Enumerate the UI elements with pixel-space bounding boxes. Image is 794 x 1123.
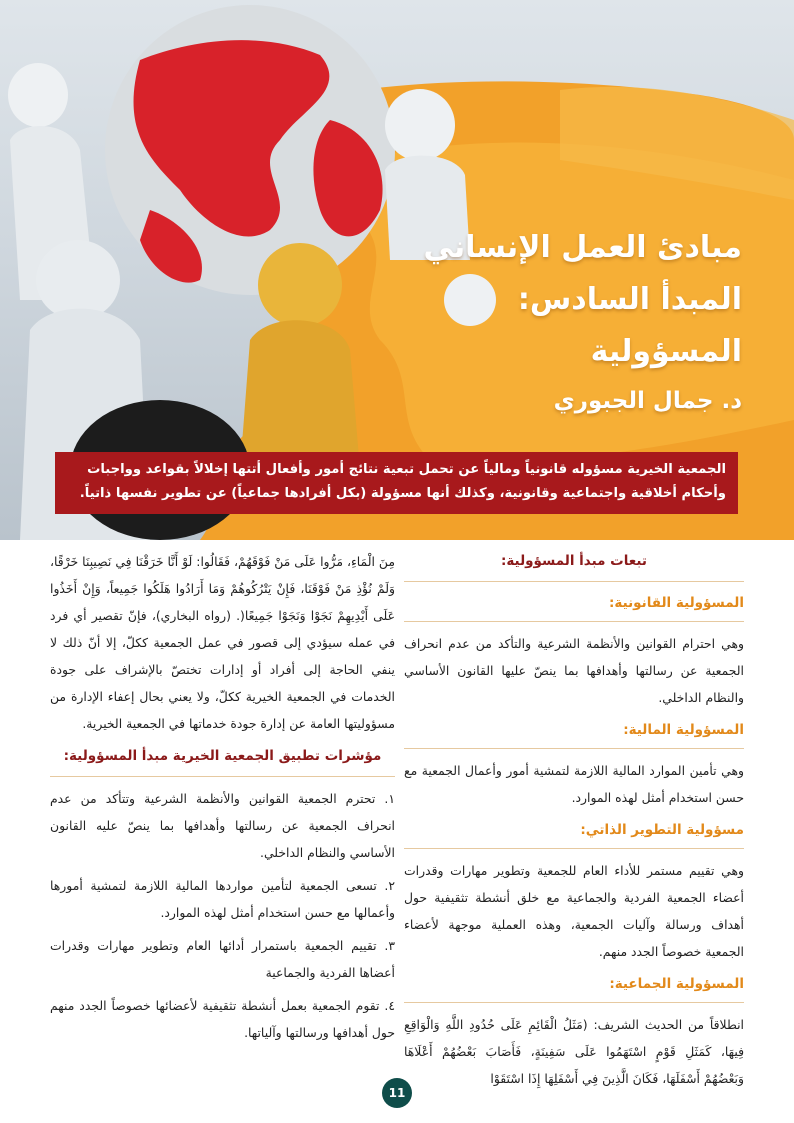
section-heading-consequences: تبعات مبدأ المسؤولية: [500,553,648,569]
paragraph-hadith-continuation: مِنَ الْمَاءِ، مَرُّوا عَلَى مَنْ فَوْقَهُمْ، فَقَالُوا: لَوْ أَنَّا خَرَقْنَا فِي نَصِيبِنَا خَرْقًا، وَلَمْ نُؤْذِ مَنْ فَوْقَنَا، فَإِنْ يَتْرُكُوهُمْ وَمَا أَرَادُوا هَلَكُوا جَمِيعاً، وَإِنْ أَخَذُوا عَلَى أَيْدِيهِمْ نَجَوْا وَنَجَوْا جَمِيعًا(. (رواه البخاري)، فإنّ تقصير أي فرد في عمله سيؤدي إلى قصور في عمل الجمعية ككلّ، إلا أنّ ذلك لا ينفي الحاجة إلى أفراد أو إدارات تختصّ بالإشراف على جودة الخدمات في الجمعية الخيرية ككلّ، ولا يعني بحال إعفاء الإدارة من مسؤوليتها العامة عن إدارة جودة خدماتها في الجمعية الخيرية. [50,554,395,731]
right-column [404,548,744,1098]
summary-banner [55,452,738,514]
article-title-block [322,222,742,414]
subheading-self-development: مسؤولية التطوير الذاتي: [580,822,744,838]
author-name: د. جمال الجبوري [553,388,742,414]
subheading-collective: المسؤولية الجماعية: [609,976,744,992]
paragraph-legal: وهي احترام القوانين والأنظمة الشرعية والتأكد من عدم انحراف الجمعية عن رسالتها وأهدافها بما ينصّ عليها القانون الأساسي والنظام الداخلي. [404,636,744,705]
divider [404,848,744,849]
article-title-line-1: مبادئ العمل الإنساني [423,230,742,265]
section-heading-indicators: مؤشرات تطبيق الجمعية الخيرية مبدأ المسؤولية: [63,748,382,764]
divider [404,621,744,622]
list-item: ١. تحترم الجمعية القوانين والأنظمة الشرعية وتتأكد من عدم انحراف الجمعية عن رسالتها وأهدافها بما ينصّ عليه القانون الأساسي والنظام الداخلي. [50,791,395,860]
page-number: 11 [382,1078,412,1108]
divider [404,1002,744,1003]
summary-line-2: وأحكام أخلاقية واجتماعية وقانونية، وكذلك أنها مسؤولة (بكل أفرادها جماعياً) عن تطوير نفسها ذاتياً. [79,486,726,501]
list-item: ٤. تقوم الجمعية بعمل أنشطة تثقيفية لأعضائها خصوصاً الجدد منهم حول أهدافها ورسالتها وآلياتها. [50,998,395,1040]
paragraph-financial: وهي تأمين الموارد المالية اللازمة لتمشية أمور وأعمال الجمعية مع حسن استخدام أمثل لهذه الموارد. [404,763,744,805]
list-item: ٢. تسعى الجمعية لتأمين مواردها المالية اللازمة لتمشية أمورها وأعمالها مع حسن استخدام أمثل لهذه الموارد. [50,878,395,920]
list-item: ٣. تقييم الجمعية باستمرار أدائها العام وتطوير مهارات وقدرات أعضاها الفردية والجماعية [50,938,395,980]
left-column [50,548,395,1052]
divider [404,748,744,749]
summary-line-1: الجمعية الخيرية مسؤوله قانونياً ومالياً عن تحمل تبعية نتائج أمور وأفعال أتتها إخلالاً بقواعد وواجبات [87,462,726,477]
paragraph-self-development: وهي تقييم مستمر للأداء العام للجمعية وتطوير مهارات وقدرات أعضاء الجمعية الفردية والجماعية مع خلق أنشطة تثقيفية حول أهداف ورسالة وآليات الجمعية، وهذه العملية موجهة لأعضاء الجمعية خصوصاً الجدد منهم. [404,863,744,959]
divider [50,776,395,777]
subheading-legal: المسؤولية القانونية: [609,595,744,611]
article-title-line-2: المبدأ السادس: [517,282,742,317]
subheading-financial: المسؤولية المالية: [623,722,744,738]
paragraph-collective: انطلاقاً من الحديث الشريف: (مَثَلُ الْقَائِمِ عَلَى حُدُودِ اللَّهِ وَالْوَاقِعِ فِيهَا، كَمَثَلِ قَوْمٍ اسْتَهَمُوا عَلَى سَفِينَةٍ، فَأَصَابَ بَعْضُهُمْ أَعْلَاهَا وَبَعْضُهُمْ أَسْفَلَهَا، فَكَانَ الَّذِينَ فِي أَسْفَلِهَا إِذَا اسْتَقَوْا [404,1017,744,1086]
divider [404,581,744,582]
article-title-line-3: المسؤولية [590,334,742,369]
